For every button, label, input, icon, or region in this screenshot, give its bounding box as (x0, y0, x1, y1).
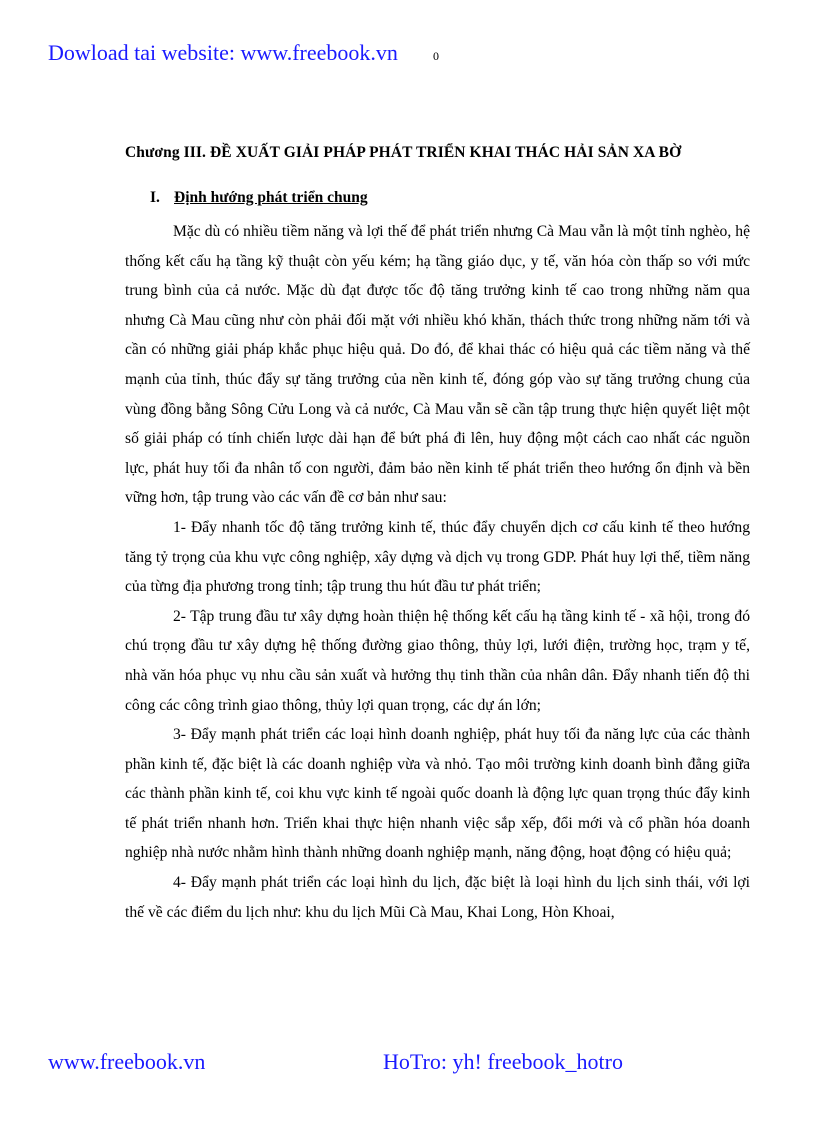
section-number: I. (150, 189, 160, 206)
document-body (125, 217, 750, 927)
section-title: Định hướng phát triển chung (174, 189, 368, 206)
paragraph-item-4: 4- Đẩy mạnh phát triển các loại hình du lịch, đặc biệt là loại hình du lịch sinh thái, với lợi thế về các điểm du lịch như: khu du lịch Mũi Cà Mau, Khai Long, Hòn Khoai, (125, 874, 750, 921)
chapter-title: Chương III. ĐỀ XUẤT GIẢI PHÁP PHÁT TRIỂN KHAI THÁC HẢI SẢN XA BỜ (125, 144, 682, 161)
footer-website-link[interactable]: www.freebook.vn (48, 1049, 206, 1074)
paragraph-item-1: 1- Đẩy nhanh tốc độ tăng trưởng kinh tế, thúc đẩy chuyển dịch cơ cấu kinh tế theo hướng tăng tỷ trọng của khu vực công nghiệp, xây dựng và dịch vụ trong GDP. Phát huy lợi thế, tiềm năng của từng địa phương trong tỉnh; tập trung thu hút đầu tư phát triển; (125, 518, 750, 596)
page-number: 0 (433, 49, 439, 63)
paragraph-item-2: 2- Tập trung đầu tư xây dựng hoàn thiện hệ thống kết cấu hạ tầng kinh tế - xã hội, trong đó chú trọng đầu tư xây dựng hệ thống đường giao thông, thủy lợi, lưới điện, trường học, trạm y tế, nhà văn hóa phục vụ nhu cầu sản xuất và hưởng thụ tinh thần của nhân dân. Đẩy nhanh tiến độ thi công các công trình giao thông, thủy lợi quan trọng, các dự án lớn; (125, 607, 750, 714)
paragraph-item-3: 3- Đẩy mạnh phát triển các loại hình doanh nghiệp, phát huy tối đa năng lực của các thành phần kinh tế, đặc biệt là các doanh nghiệp vừa và nhỏ. Tạo môi trường kinh doanh bình đẳng giữa các thành phần kinh tế, coi khu vực kinh tế ngoài quốc doanh là động lực quan trọng thúc đẩy kinh tế phát triển nhanh hơn. Triển khai thực hiện nhanh việc sắp xếp, đổi mới và cổ phần hóa doanh nghiệp nhà nước nhằm hình thành những doanh nghiệp mạnh, năng động, hoạt động có hiệu quả; (125, 726, 750, 862)
footer-support-link[interactable]: HoTro: yh! freebook_hotro (383, 1049, 623, 1074)
section-heading (150, 189, 368, 207)
header-download-link[interactable]: Dowload tai website: www.freebook.vn (48, 40, 398, 65)
paragraph-intro: Mặc dù có nhiều tiềm năng và lợi thế để phát triển nhưng Cà Mau vẫn là một tỉnh nghèo, hệ thống kết cấu hạ tầng kỹ thuật còn yếu kém; hạ tầng giáo dục, y tế, văn hóa còn thấp so với mức trung bình của cả nước. Mặc dù đạt được tốc độ tăng trưởng kinh tế cao trong những năm qua nhưng Cà Mau cũng như còn phải đối mặt với nhiều khó khăn, thách thức trong những năm tới và cần có những giải pháp khắc phục hiệu quả. Do đó, để khai thác có hiệu quả các tiềm năng và thế mạnh của tỉnh, thúc đẩy sự tăng trưởng của nền kinh tế, đóng góp vào sự tăng trưởng chung của vùng đồng bằng Sông Cửu Long và cả nước, Cà Mau vẫn sẽ cần tập trung thực hiện quyết liệt một số giải pháp có tính chiến lược dài hạn để bứt phá đi lên, huy động một cách cao nhất các nguồn lực, phát huy tối đa nhân tố con người, đảm bảo nền kinh tế phát triển theo hướng ổn định và bền vững hơn, tập trung vào các vấn đề cơ bản như sau: (125, 223, 750, 507)
